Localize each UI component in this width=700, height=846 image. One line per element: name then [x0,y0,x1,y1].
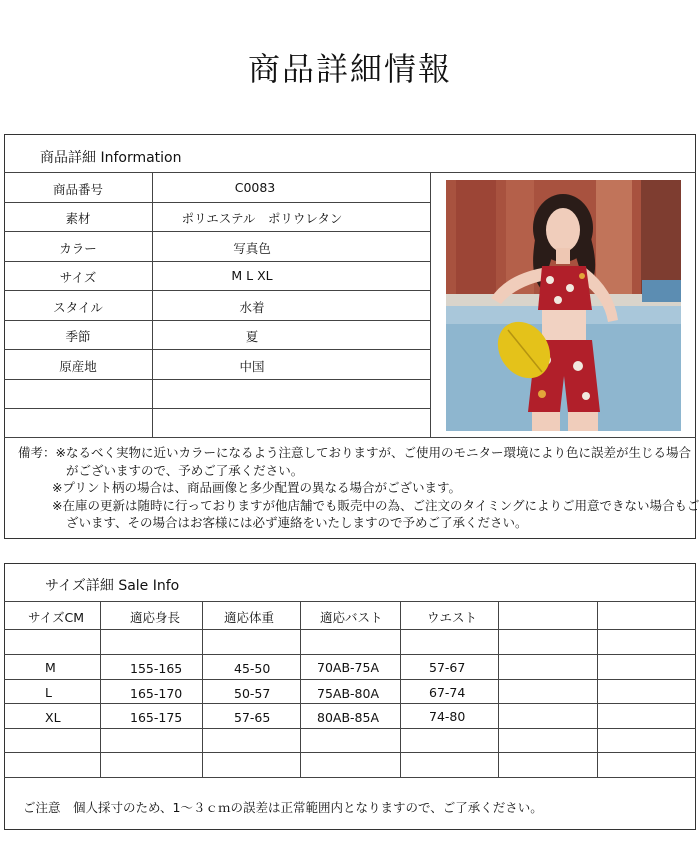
size-cell-size: XL [45,710,61,725]
note-line-3: ※プリント柄の場合は、商品画像と多少配置の異なる場合がございます。 [52,480,461,495]
product-photo [446,180,681,431]
size-cell-size: M [45,660,56,675]
spec-label-origin: 原産地 [59,359,97,374]
size-cell-weight: 45-50 [234,661,271,676]
size-cell-bust: 70AB-75A [317,660,379,675]
size-cell-height: 155-165 [130,661,183,676]
note-line-2: がございますので、予めご了承ください。 [66,462,304,478]
size-header-weight: 適応体重 [224,610,275,625]
size-cell-bust: 75AB-80A [317,686,379,701]
note-line-1: 備考：※なるべく実物に近いカラーになるよう注意しておりますが、ご使用のモニター環境により色に誤差が生じる場合 [18,445,691,460]
spec-label-style: スタイル [53,300,103,315]
spec-value-season: 夏 [245,329,259,344]
measurement-note: ご注意 個人採寸のため、1～３ｃｍの誤差は正常範囲内となりますので、ご了承ください。 [23,800,543,815]
size-cell-waist: 74-80 [429,709,466,724]
size-cell-size: L [45,685,52,700]
model-swimsuit-illustration [446,180,681,431]
size-heading: サイズ詳細 Sale Info [45,578,180,594]
spec-label-product-no: 商品番号 [52,182,103,197]
size-cell-bust: 80AB-85A [317,710,379,725]
size-header-size: サイズCM [28,610,85,625]
size-cell-height: 165-170 [130,686,183,701]
size-cell-weight: 57-65 [234,710,271,725]
page-title: 商品詳細情報 [247,50,452,88]
spec-value-style: 水着 [239,300,265,315]
spec-value-origin: 中国 [239,359,265,374]
spec-value-product-no: C0083 [234,180,276,195]
size-cell-height: 165-175 [130,710,183,725]
size-cell-weight: 50-57 [234,686,271,701]
size-cell-waist: 57-67 [429,660,466,675]
size-header-bust: 適応バスト [320,610,383,625]
info-heading: 商品詳細 Information [40,150,182,166]
note-line-4: ※在庫の更新は随時に行っておりますが他店舗でも販売中の為、ご注文のタイミングによりご用意できない場合もご [52,497,700,513]
spec-label-color: カラー [59,241,97,256]
size-cell-waist: 67-74 [429,685,466,700]
spec-label-season: 季節 [65,329,91,344]
spec-value-size: M L XL [231,268,273,283]
spec-value-color: 写真色 [233,241,271,256]
spec-label-size: サイズ [59,270,97,285]
size-header-waist: ウエスト [427,610,478,625]
notes-block [18,444,700,532]
size-header-height: 適応身長 [130,610,181,625]
spec-label-material: 素材 [65,211,91,226]
spec-value-material: ポリエステル ポリウレタン [181,211,343,226]
note-line-5: ざいます、その場合はお客様には必ず連絡をいたしますので予めご了承ください。 [66,515,528,530]
